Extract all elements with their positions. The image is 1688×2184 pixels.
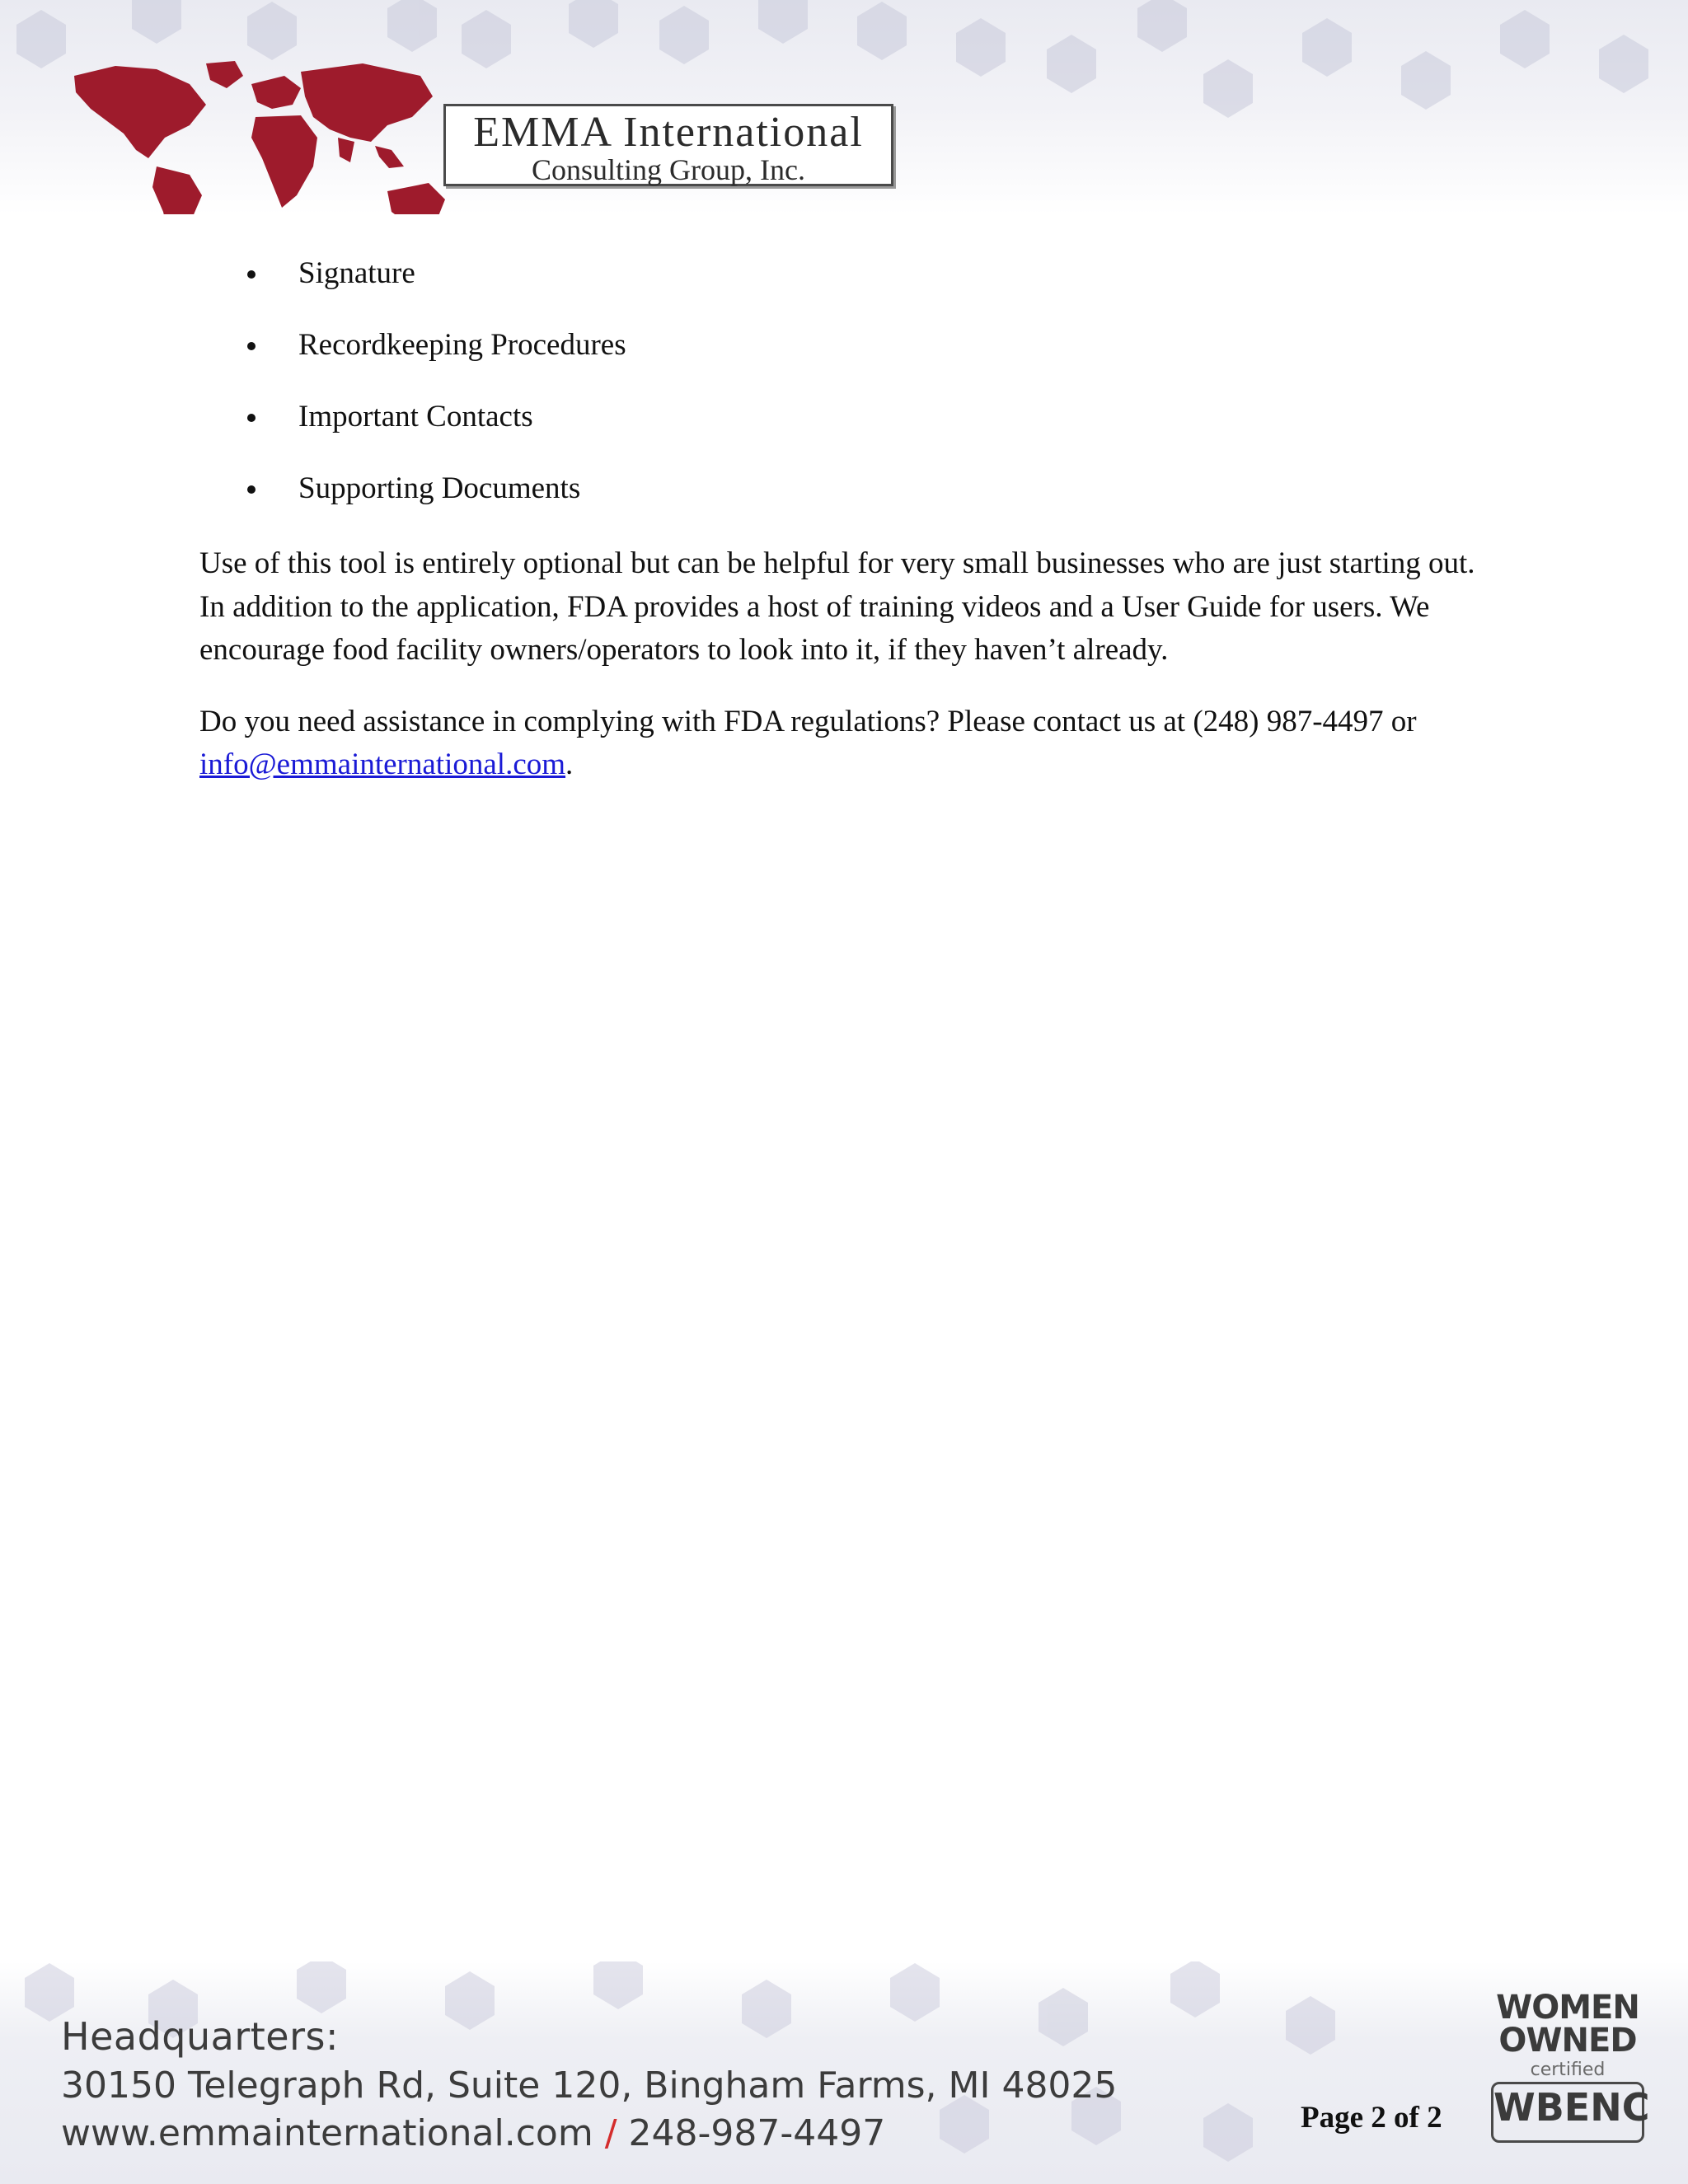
badge-certified-text: certified xyxy=(1530,2060,1606,2080)
hq-address: 30150 Telegraph Rd, Suite 120, Bingham Farms, MI 48025 xyxy=(61,2064,1118,2107)
contact-text: Do you need assistance in complying with FDA regulations? Please contact us at (248) 987-4497 or xyxy=(199,704,1417,738)
bullet-icon xyxy=(247,342,256,350)
letterhead-footer xyxy=(0,1961,1688,2184)
bullet-list xyxy=(199,255,1502,507)
bullet-icon xyxy=(247,485,256,494)
badge-owned-text: OWNED xyxy=(1498,2022,1637,2060)
list-item xyxy=(199,471,1502,507)
bullet-icon xyxy=(247,270,256,279)
page-number: Page 2 of 2 xyxy=(1301,2101,1442,2135)
contact-text-end: . xyxy=(565,748,574,781)
world-map-logo xyxy=(66,59,453,214)
badge-wbenc-box xyxy=(1491,2082,1650,2143)
badge-wbenc-text: WBENC xyxy=(1493,2085,1650,2130)
hq-contact-line xyxy=(61,2110,1117,2158)
hq-label: Headquarters: xyxy=(61,2014,339,2059)
bullet-icon xyxy=(247,414,256,422)
website-text: www.emmainternational.com xyxy=(61,2112,593,2154)
list-item xyxy=(199,255,1502,292)
list-item xyxy=(199,327,1502,363)
phone-text: 248-987-4497 xyxy=(628,2112,886,2154)
letterhead-header xyxy=(0,0,1688,214)
list-item-label: Recordkeeping Procedures xyxy=(298,328,626,362)
headquarters-block xyxy=(61,2011,1117,2158)
contact-paragraph xyxy=(199,701,1502,787)
body-paragraph: Use of this tool is entirely optional but can be helpful for very small businesses who are just starting out. In addition to the application, FDA provides a host of training videos and a User Guide for users. We encourage food facility owners/operators to look into it, if they haven’t already. xyxy=(199,546,1475,667)
separator-slash: / xyxy=(604,2112,617,2154)
wbenc-badge xyxy=(1485,1991,1650,2156)
list-item-label: Important Contacts xyxy=(298,400,533,434)
company-logo xyxy=(443,104,893,186)
email-link[interactable]: info@emmainternational.com xyxy=(199,748,566,781)
badge-women-text: WOMEN xyxy=(1496,1989,1639,2027)
logo-title: EMMA International xyxy=(473,109,864,156)
list-item-label: Signature xyxy=(298,256,415,290)
list-item-label: Supporting Documents xyxy=(298,471,581,505)
document-body xyxy=(199,255,1502,787)
logo-subtitle: Consulting Group, Inc. xyxy=(532,153,805,186)
list-item xyxy=(199,399,1502,435)
